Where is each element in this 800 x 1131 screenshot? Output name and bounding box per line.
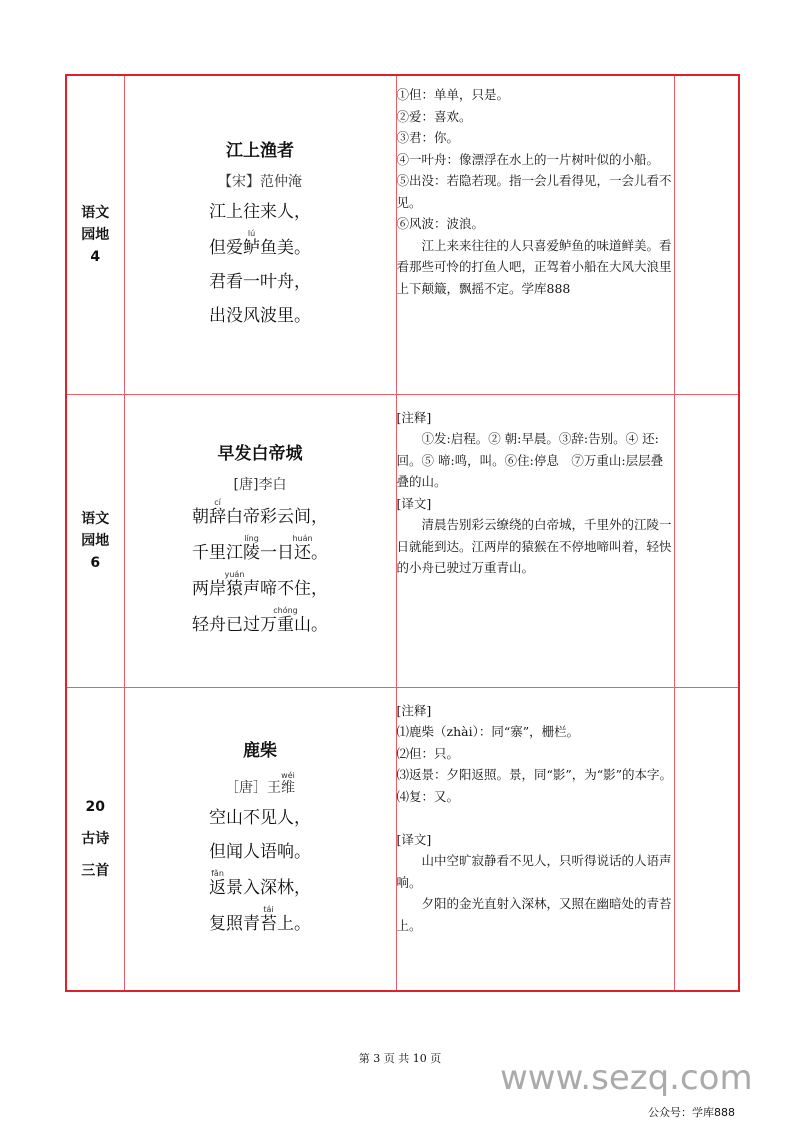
note-line: [注释] bbox=[396, 409, 432, 425]
note-line: [注释] bbox=[396, 702, 432, 718]
text: 复照青 bbox=[209, 914, 260, 935]
poem-title: 鹿柴 bbox=[243, 741, 277, 762]
notes-cell bbox=[396, 687, 674, 991]
annotated-char bbox=[243, 534, 260, 563]
note-line: ⑶返景：夕阳返照。景，同“影”，为“影”的本字。 bbox=[396, 767, 673, 782]
char: 苔 bbox=[260, 914, 277, 935]
pinyin: cí bbox=[209, 498, 226, 507]
table-row bbox=[66, 687, 739, 991]
lesson-label: 古诗 bbox=[81, 830, 110, 847]
poem-line bbox=[125, 534, 396, 570]
note-line: ②爱：喜欢。 bbox=[396, 108, 472, 124]
poem-author bbox=[125, 171, 396, 191]
annotated-char bbox=[243, 229, 260, 259]
empty-cell bbox=[674, 75, 739, 394]
lesson-label: 20 bbox=[85, 798, 105, 815]
pinyin: wéi bbox=[281, 771, 295, 781]
text: 一日 bbox=[260, 543, 294, 563]
empty-cell bbox=[674, 687, 739, 991]
pinyin: huán bbox=[292, 534, 313, 543]
poem-line bbox=[125, 905, 396, 941]
text: 景入深林， bbox=[226, 878, 311, 899]
annotated-char bbox=[281, 771, 295, 797]
lesson-cell bbox=[66, 394, 124, 687]
poem-line bbox=[125, 801, 396, 835]
char: 还 bbox=[292, 543, 313, 563]
pinyin: chóng bbox=[273, 606, 298, 615]
poem-cell bbox=[124, 687, 396, 991]
note-line: [译文] bbox=[396, 495, 432, 511]
author-text: ［唐］王 bbox=[225, 780, 281, 797]
note-line: ⑴鹿柴（zhài）：同“寨”，栅栏。 bbox=[396, 724, 580, 739]
lesson-cell bbox=[66, 687, 124, 991]
text: 君看一叶舟， bbox=[209, 272, 311, 293]
poem-line bbox=[125, 299, 396, 333]
poem-cell bbox=[124, 75, 396, 394]
notes-cell bbox=[396, 75, 674, 394]
note-line: ⑷复：又。 bbox=[396, 788, 460, 804]
note-line: ④一叶舟：像漂浮在水上的一片树叶似的小船。 bbox=[396, 151, 660, 167]
account-label: 公众号：学库888 bbox=[648, 1106, 735, 1119]
text: 上。 bbox=[277, 914, 311, 935]
note-line: ⑥风波：波浪。 bbox=[396, 216, 485, 231]
annotated-char bbox=[209, 869, 226, 899]
text: 空山不见人， bbox=[209, 808, 311, 829]
poem-title: 早发白帝城 bbox=[217, 444, 303, 464]
poem-line bbox=[125, 498, 396, 534]
text: 两岸 bbox=[192, 579, 226, 599]
char: 鲈 bbox=[243, 238, 260, 259]
pinyin: fǎn bbox=[209, 869, 226, 879]
pinyin: tái bbox=[260, 905, 277, 915]
text: 山。 bbox=[293, 615, 328, 635]
table-row bbox=[66, 75, 739, 394]
lesson-label: 6 bbox=[90, 554, 101, 571]
char: 维 bbox=[281, 780, 295, 797]
note-line: ①发:启程。② 朝:早晨。③辞:告别。④ 还:回。⑤ 啼:鸣，叫。⑥住:停息 ⑦万重山:层层叠叠的山。 bbox=[396, 431, 664, 489]
annotated-char bbox=[224, 570, 245, 599]
text: 千里江 bbox=[192, 543, 243, 563]
lesson-label: 园地 bbox=[81, 532, 110, 549]
note-line: ③君：你。 bbox=[396, 130, 460, 145]
poem-line bbox=[125, 570, 396, 606]
poem-line bbox=[125, 195, 396, 229]
text: 江上往来人， bbox=[209, 202, 311, 223]
notes-cell bbox=[396, 394, 674, 687]
note-line: 清晨告别彩云缭绕的白帝城，千里外的江陵一日就能到达。江两岸的猿猴在不停地啼叫着，轻快的小舟已驶过万重青山。 bbox=[396, 517, 672, 575]
char: 重 bbox=[273, 615, 298, 635]
note-line: 江上来来往往的人只喜爱鲈鱼的味道鲜美。看看那些可怜的打鱼人吧，正驾着小船在大风大浪里上下颠簸，飘摇不定。学库888 bbox=[396, 237, 672, 296]
lesson-label: 语文 bbox=[81, 510, 110, 527]
table-row bbox=[66, 394, 739, 687]
note-line: ⑤出没：若隐若现。指一会儿看得见，一会儿看不见。 bbox=[396, 173, 672, 210]
text: 鱼美。 bbox=[260, 238, 311, 259]
text: 。 bbox=[311, 543, 328, 563]
lesson-label: 三首 bbox=[81, 862, 110, 879]
poem-title: 江上渔者 bbox=[226, 141, 294, 162]
note-line: ①但：单单，只是。 bbox=[396, 87, 510, 102]
text: 白帝彩云间， bbox=[226, 507, 328, 527]
poem-author bbox=[125, 771, 396, 797]
lesson-label: 语文 bbox=[81, 204, 110, 221]
author-text: 【宋】范仲淹 bbox=[218, 174, 302, 191]
text: 朝 bbox=[192, 507, 209, 527]
char: 陵 bbox=[243, 543, 260, 563]
note-line bbox=[397, 807, 674, 829]
pinyin: lú bbox=[243, 229, 260, 239]
annotated-char bbox=[260, 905, 277, 935]
char: 返 bbox=[209, 878, 226, 899]
poem-author bbox=[125, 474, 396, 494]
note-line: [译文] bbox=[396, 831, 432, 847]
lesson-cell bbox=[66, 75, 124, 394]
text: 但闻人语响。 bbox=[209, 842, 311, 863]
char: 辞 bbox=[209, 507, 226, 527]
text: 但爱 bbox=[209, 238, 243, 259]
poem-line bbox=[125, 835, 396, 869]
empty-cell bbox=[674, 394, 739, 687]
annotated-char bbox=[273, 606, 298, 635]
author-text: [唐]李白 bbox=[233, 477, 287, 493]
poem-line bbox=[125, 606, 396, 642]
char: 猿 bbox=[224, 579, 245, 599]
text: 轻舟已过万 bbox=[191, 615, 277, 635]
annotated-char bbox=[209, 498, 226, 527]
poem-line bbox=[125, 869, 396, 905]
watermark: www.sezq.com bbox=[500, 1058, 753, 1098]
note-line: 夕阳的金光直射入深林，又照在幽暗处的青苔上。 bbox=[396, 896, 672, 933]
pinyin: yuán bbox=[224, 570, 245, 579]
pinyin: líng bbox=[243, 534, 260, 543]
lesson-label: 4 bbox=[90, 248, 101, 265]
page-number: 第 3 页 共 10 页 bbox=[358, 1052, 442, 1065]
text: 声啼不住， bbox=[243, 579, 328, 599]
lesson-label: 园地 bbox=[81, 226, 110, 243]
note-line: ⑵但：只。 bbox=[396, 745, 460, 761]
poem-line bbox=[125, 229, 396, 265]
annotated-char bbox=[292, 534, 313, 563]
poem-line bbox=[125, 265, 396, 299]
text: 出没风波里。 bbox=[209, 306, 311, 327]
poem-cell bbox=[124, 394, 396, 687]
lesson-table bbox=[65, 74, 740, 992]
note-line: 山中空旷寂静看不见人，只听得说话的人语声响。 bbox=[396, 853, 672, 890]
